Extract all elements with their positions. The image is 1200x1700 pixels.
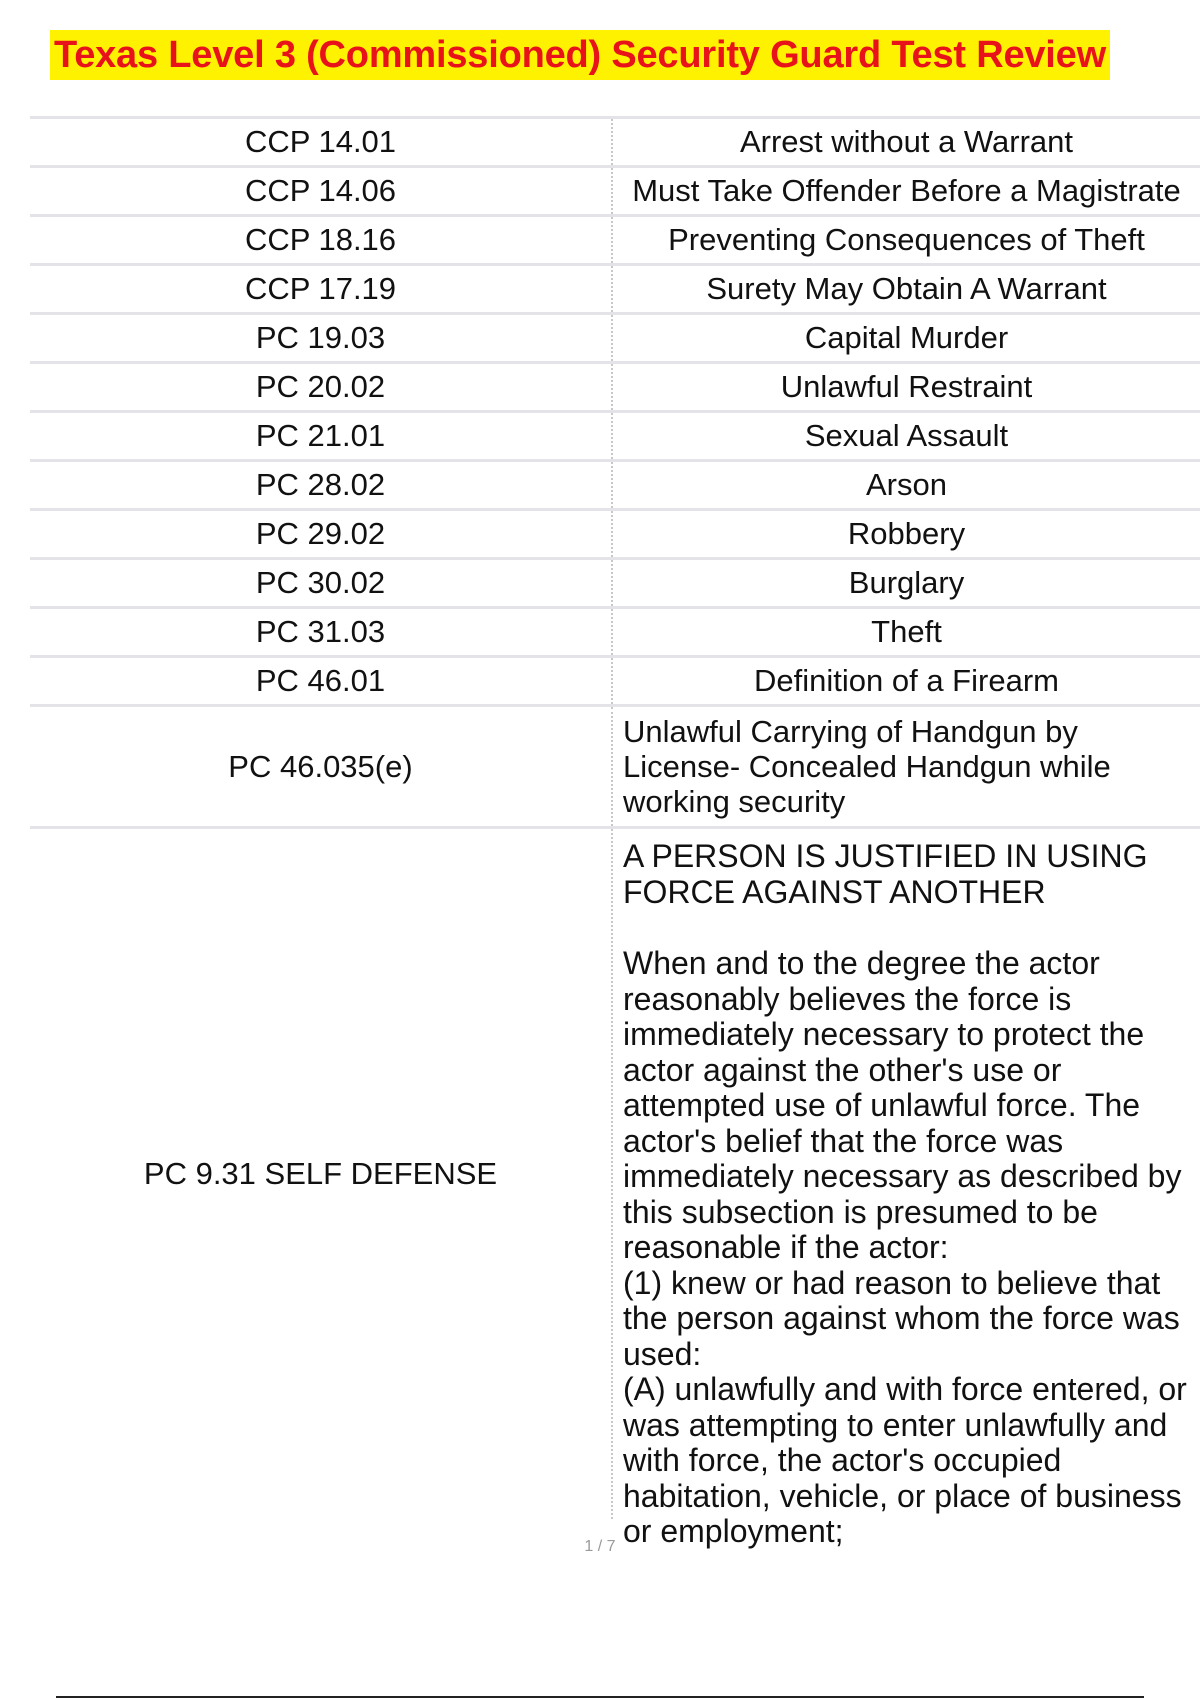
definition-cell: Capital Murder <box>804 320 1009 355</box>
table-row <box>30 609 1200 658</box>
term-cell: CCP 14.01 <box>30 119 613 165</box>
term-cell: CCP 14.06 <box>30 168 613 214</box>
term-cell: PC 31.03 <box>30 609 613 655</box>
table-row <box>30 315 1200 364</box>
table-row <box>30 364 1200 413</box>
table-row <box>30 413 1200 462</box>
page-number: 1 / 7 <box>584 1538 616 1555</box>
definition-cell: Definition of a Firearm <box>754 663 1059 698</box>
table-row <box>30 168 1200 217</box>
definition-cell: Unlawful Restraint <box>780 369 1033 404</box>
table-row <box>30 119 1200 168</box>
term-cell: PC 46.01 <box>30 658 613 704</box>
definition-item: (1) knew or had reason to believe that the person against whom the force was used: <box>623 1264 1180 1372</box>
table-row <box>30 658 1200 707</box>
table-row <box>30 511 1200 560</box>
definition-heading: A PERSON IS JUSTIFIED IN USING FORCE AGAINST ANOTHER <box>623 838 1148 910</box>
term-cell: CCP 17.19 <box>30 266 613 312</box>
definition-cell: Must Take Offender Before a Magistrate <box>632 173 1181 208</box>
definition-body: When and to the degree the actor reasonably believes the force is immediately necessary to protect the actor against the other's use or attempted use of unlawful force. The actor's belief that the force was immediately necessary as described by this subsection is presumed to be reasonable if the actor: <box>623 945 1182 1265</box>
definition-item: (A) unlawfully and with force entered, or was attempting to enter unlawfully and with force, the actor's occupied habitation, vehicle, or place of business or employment; <box>623 1371 1187 1549</box>
table-row <box>30 217 1200 266</box>
term-cell: PC 46.035(e) <box>30 707 613 826</box>
review-table <box>30 116 1200 1549</box>
table-row <box>30 462 1200 511</box>
definition-cell: Robbery <box>847 516 966 551</box>
table-row <box>30 266 1200 315</box>
definition-cell <box>613 829 1200 1549</box>
divider <box>56 1696 1144 1698</box>
table-row <box>30 560 1200 609</box>
term-cell: PC 19.03 <box>30 315 613 361</box>
term-cell: PC 9.31 SELF DEFENSE <box>30 829 613 1519</box>
table-row <box>30 707 1200 829</box>
definition-cell: Unlawful Carrying of Handgun by License- Concealed Handgun while working security <box>623 714 1111 819</box>
title-bar <box>50 30 1180 80</box>
definition-cell: Theft <box>871 614 942 649</box>
definition-cell: Sexual Assault <box>804 418 1009 453</box>
term-cell: PC 21.01 <box>30 413 613 459</box>
term-cell: PC 20.02 <box>30 364 613 410</box>
term-cell: CCP 18.16 <box>30 217 613 263</box>
term-cell: PC 30.02 <box>30 560 613 606</box>
definition-cell: Arrest without a Warrant <box>739 124 1074 159</box>
definition-cell: Burglary <box>848 565 965 600</box>
term-cell: PC 28.02 <box>30 462 613 508</box>
definition-cell: Surety May Obtain A Warrant <box>706 271 1107 306</box>
term-cell: PC 29.02 <box>30 511 613 557</box>
definition-cell: Arson <box>866 467 947 502</box>
definition-cell: Preventing Consequences of Theft <box>668 222 1145 257</box>
page-title: Texas Level 3 (Commissioned) Security Guard Test Review <box>50 30 1110 80</box>
